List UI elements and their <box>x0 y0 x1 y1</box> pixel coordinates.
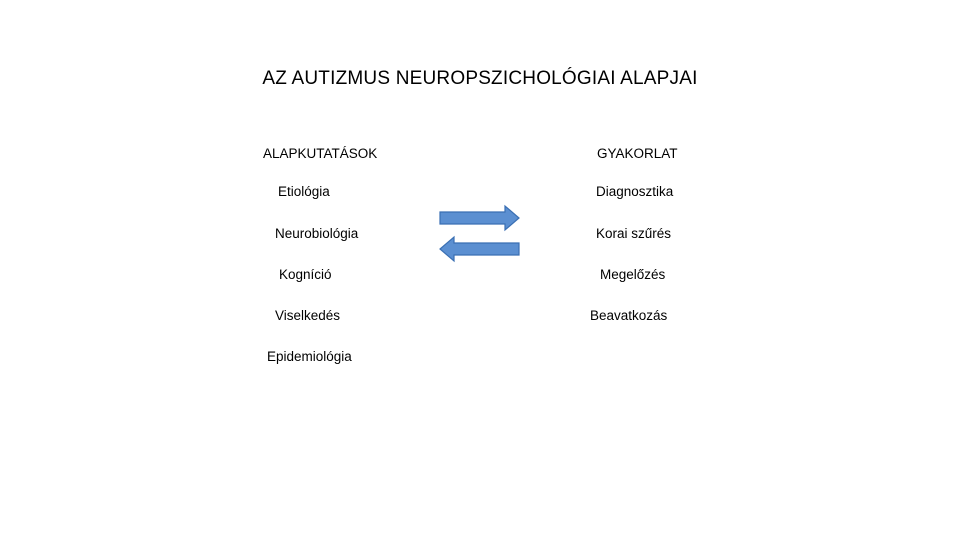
page-title: AZ AUTIZMUS NEUROPSZICHOLÓGIAI ALAPJAI <box>262 68 698 89</box>
left-column-header: ALAPKUTATÁSOK <box>263 146 378 161</box>
left-item: Etiológia <box>278 184 330 199</box>
arrow-left-icon <box>440 237 519 261</box>
arrow-right-icon <box>440 206 519 230</box>
left-item: Kogníció <box>279 267 332 282</box>
right-item: Diagnosztika <box>596 184 674 199</box>
right-item: Megelőzés <box>600 267 666 282</box>
left-item: Neurobiológia <box>275 226 359 241</box>
right-item: Beavatkozás <box>590 308 668 323</box>
right-column-header: GYAKORLAT <box>597 146 678 161</box>
left-item: Epidemiológia <box>267 349 352 364</box>
right-item: Korai szűrés <box>596 226 672 241</box>
left-item: Viselkedés <box>275 308 341 323</box>
